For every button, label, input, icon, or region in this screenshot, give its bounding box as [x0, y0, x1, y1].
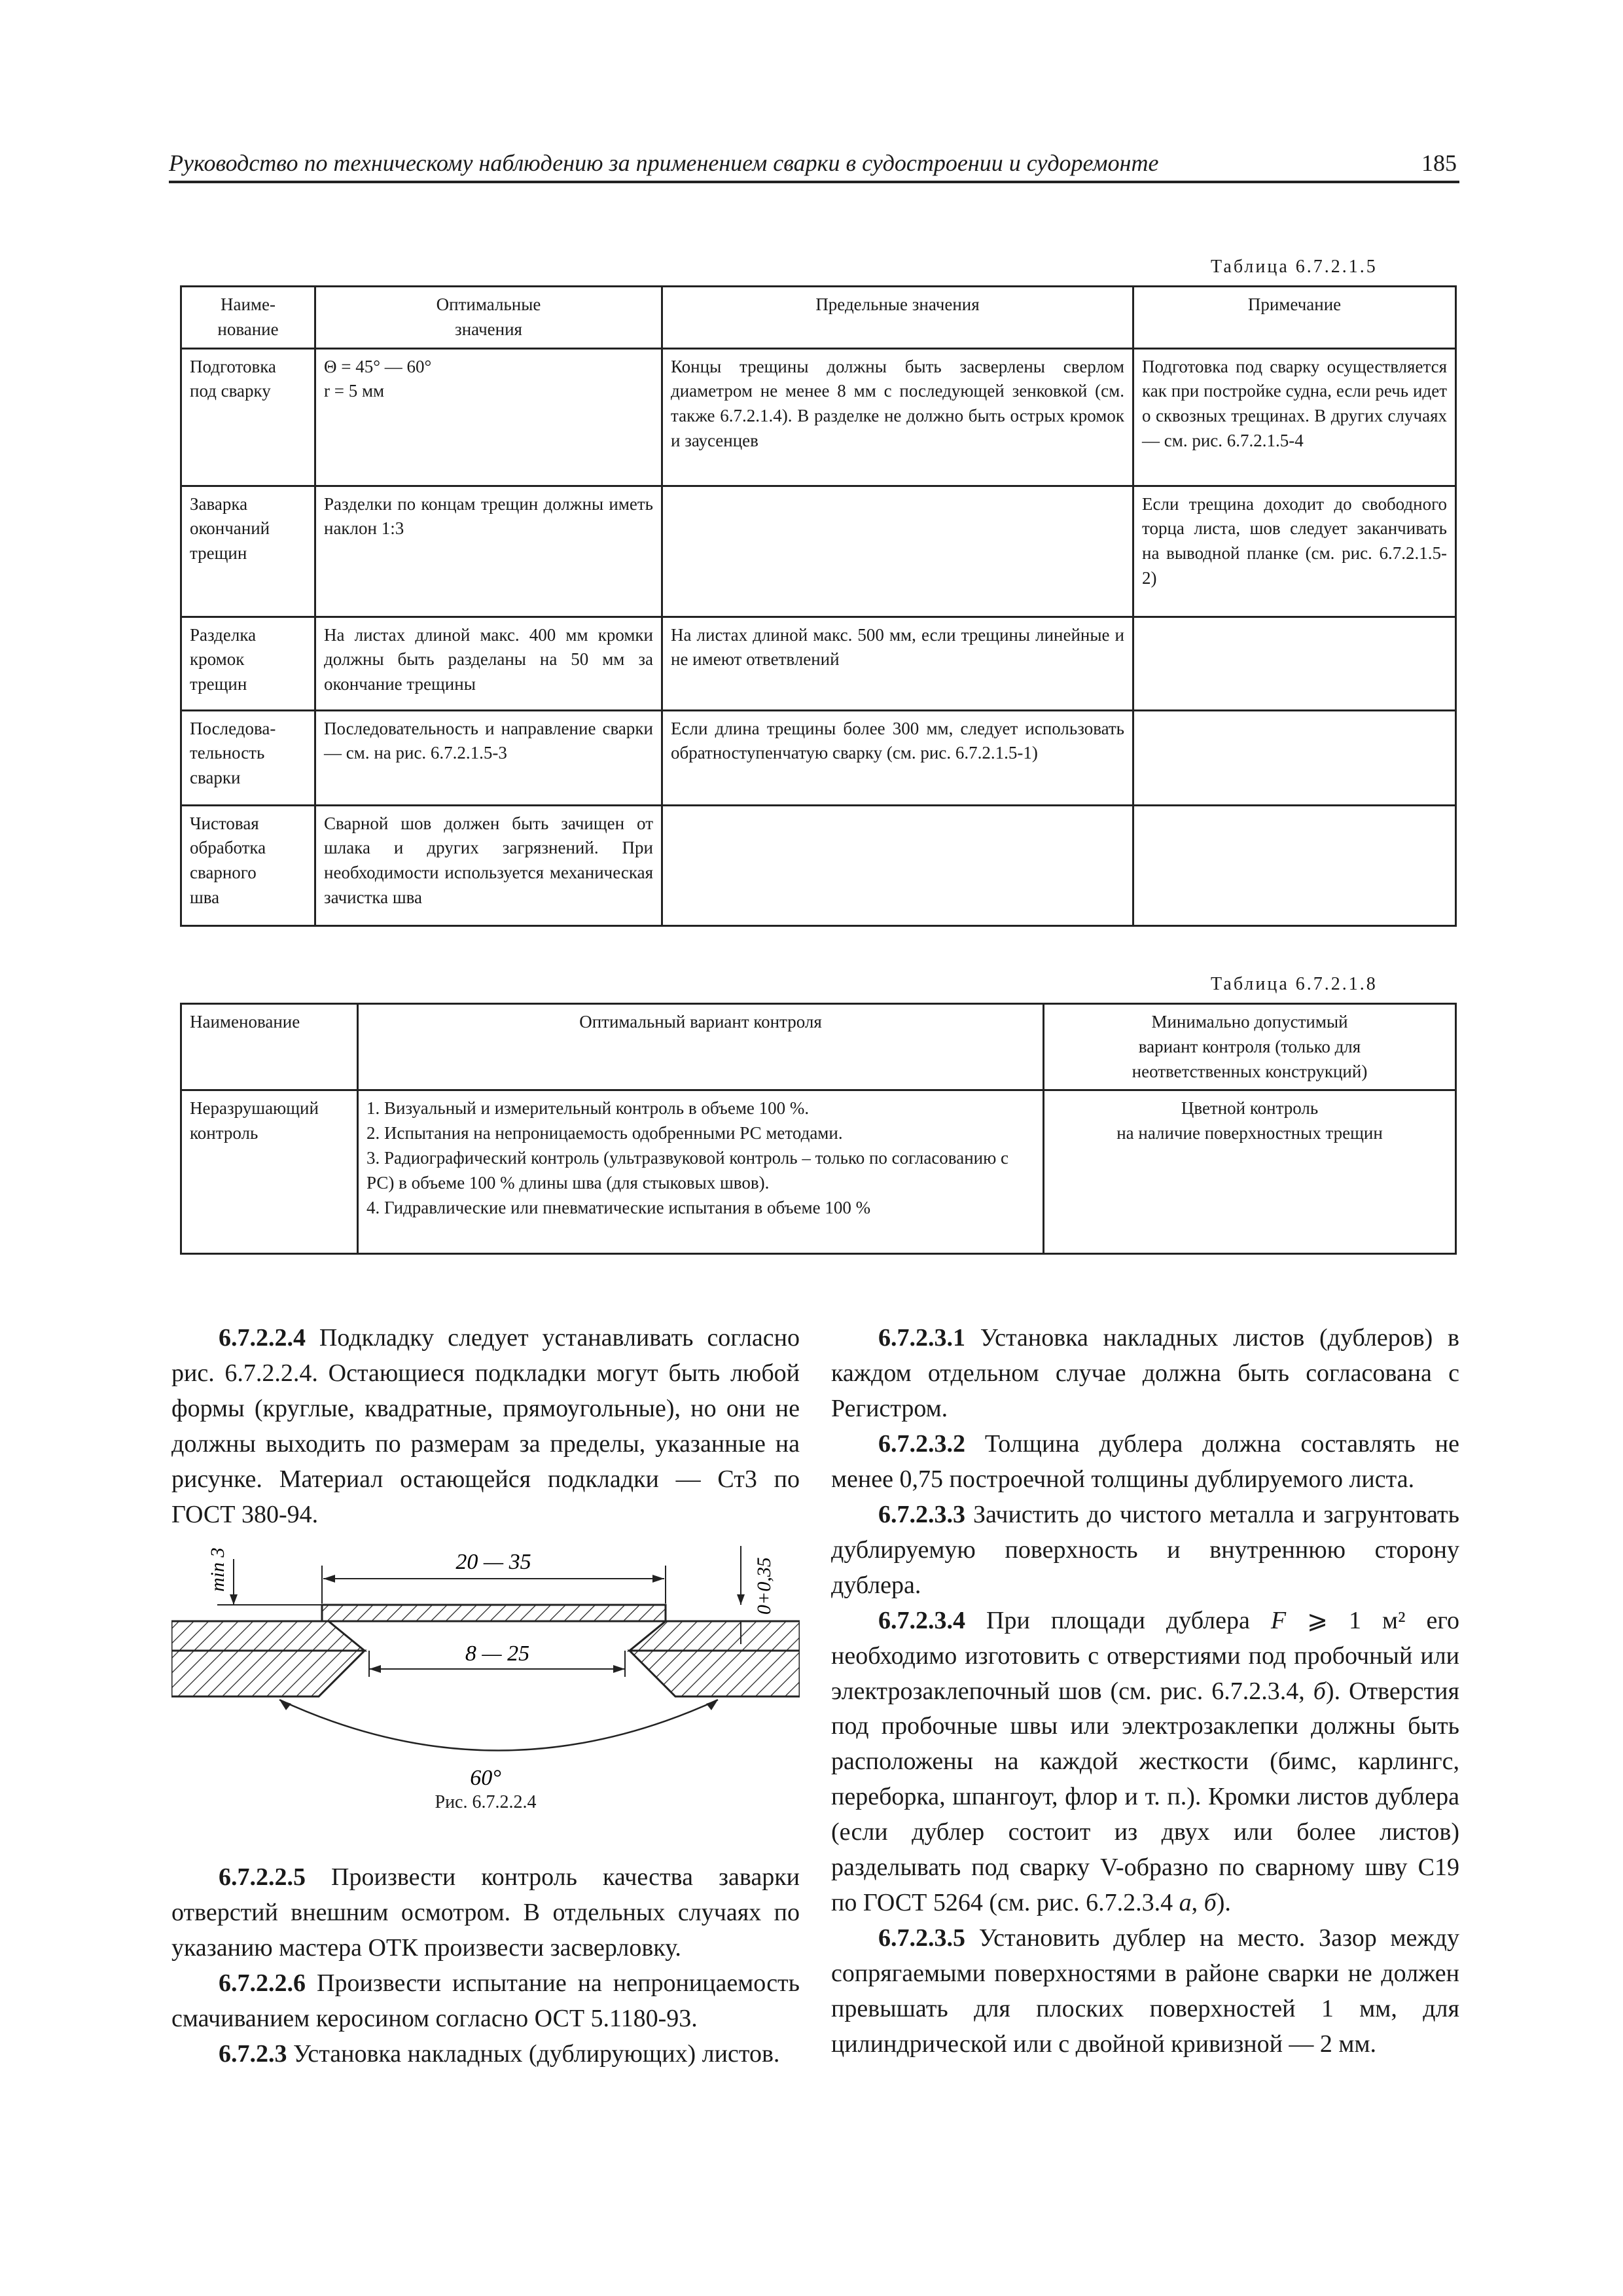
table1-header-cell: Оптимальные значения [315, 287, 662, 349]
clause-number: 6.7.2.2.6 [219, 1969, 306, 1997]
table1-header-cell: Примечание [1133, 287, 1456, 349]
table-cell: Чистовая обработка сварного шва [181, 805, 315, 925]
table2-header-row [181, 1004, 1456, 1090]
variable-f: F [1270, 1606, 1287, 1634]
clause-number: 6.7.2.3 [219, 2039, 287, 2068]
table-cell: Θ = 45° — 60° r = 5 мм [315, 348, 662, 486]
clause-number: 6.7.2.3.3 [878, 1500, 965, 1528]
table1-header-row [181, 287, 1456, 349]
clause-number: 6.7.2.3.5 [878, 1924, 965, 1952]
dim-bottom-label: 8 — 25 [465, 1641, 530, 1666]
separator: , [1191, 1889, 1204, 1917]
table2-header-cell: Наименование [181, 1004, 358, 1090]
table-cell: Разделки по концам трещин должны иметь наклон 1:3 [315, 486, 662, 617]
table-cell: Подготовка под сварку осуществляется как при постройке судна, если речь идет о сквозных трещинах. В других случаях — см. рис. 6.7.2.1.5-4 [1133, 348, 1456, 486]
paragraph-6-7-2-3 [171, 2037, 800, 2072]
table-6-7-2-1-8 [180, 1003, 1457, 1255]
table2-header-cell: Минимально допустимый вариант контроля (только для неответственных конструкций) [1044, 1004, 1456, 1090]
paragraph-text: ). Отверстия под пробочные швы или электрозаклепки должны быть расположены на каждой жесткости (бимс, карлингс, переборка, шпангоут, флор и т. п.). Кромки листов дублера (если дублер состоит из двух или более листов) разделывать под сварку V-образно по сварному шву С19 по ГОСТ 5264 (см. рис. 6.7.2.3.4 [831, 1677, 1459, 1917]
angle-label: 60° [470, 1766, 501, 1790]
paragraph-6-7-2-2-4 [171, 1321, 800, 1533]
table-row [181, 617, 1456, 710]
table1-header-cell: Предельные значения [662, 287, 1133, 349]
paragraph-6-7-2-3-3 [831, 1498, 1459, 1604]
table-cell [662, 805, 1133, 925]
header-title: Руководство по техническому наблюдению за применением сварки в судостроении и судоремонте [169, 150, 1159, 176]
paragraph-text: Установить дублер на место. Зазор между сопрягаемыми поверхностями в районе сварки не должен превышать для плоских поверхностей 1 мм, для цилиндрической или с двойной кривизной — 2 мм. [831, 1924, 1459, 2058]
table-row [181, 348, 1456, 486]
clause-number: 6.7.2.3.4 [878, 1606, 965, 1634]
paragraph-text: ). [1216, 1889, 1231, 1917]
left-plate [171, 1621, 365, 1651]
table1-header-cell: Наиме- нование [181, 287, 315, 349]
table-row [181, 1090, 1456, 1254]
paragraph-text: Установка накладных листов (дублеров) в каждом отдельном случае должна быть согласована с Регистром. [831, 1324, 1459, 1422]
figure-ref-b: б [1204, 1889, 1217, 1917]
paragraph-text: При площади дублера [965, 1606, 1271, 1634]
left-column-top [171, 1321, 800, 1533]
table-cell: Последовательность и направление сварки — см. на рис. 6.7.2.1.5-3 [315, 710, 662, 805]
paragraph-text: Зачистить до чистого металла и загрунтовать дублируемую поверхность и внутреннюю сторону дублера. [831, 1500, 1459, 1599]
figure-ref-b: б [1313, 1677, 1326, 1705]
table-cell [1133, 617, 1456, 710]
table-cell: 1. Визуальный и измерительный контроль в объеме 100 %. 2. Испытания на непроницаемость одобренными РС методами. 3. Радиографический контроль (ультразвуковой контроль – только по согласованию с РС) в объеме 100 % длины шва (для стыковых швов). 4. Гидравлические или пневматические испытания в объеме 100 % [358, 1090, 1044, 1254]
backing-strip [322, 1605, 666, 1621]
paragraph-text: Произвести контроль качества заварки отверстий внешним осмотром. В отдельных случаях по указанию мастера ОТК произвести засверловку. [171, 1863, 800, 1962]
dim-right-label: 0+0,35 [753, 1557, 775, 1615]
paragraph-6-7-2-3-2 [831, 1427, 1459, 1498]
table-cell: Если трещина доходит до свободного торца листа, шов следует заканчивать на выводной планке (см. рис. 6.7.2.1.5-2) [1133, 486, 1456, 617]
right-plate [630, 1621, 800, 1651]
table-cell: Концы трещины должны быть засверлены сверлом диаметром не менее 8 мм с последующей зенковкой (см. также 6.7.2.1.4). В разделке не должно быть острых кромок и заусенцев [662, 348, 1133, 486]
table-cell [1133, 710, 1456, 805]
clause-number: 6.7.2.2.5 [219, 1863, 306, 1891]
clause-number: 6.7.2.2.4 [219, 1324, 306, 1352]
paragraph-text: Произвести испытание на непроницаемость смачиванием керосином согласно ОСТ 5.1180-93. [171, 1969, 800, 2032]
paragraph-6-7-2-3-4 [831, 1604, 1459, 1922]
clause-number: 6.7.2.3.2 [878, 1429, 965, 1458]
table2-caption: Таблица 6.7.2.1.8 [1211, 974, 1378, 994]
paragraph-6-7-2-2-5 [171, 1860, 800, 1966]
table-row [181, 710, 1456, 805]
table-cell: Цветной контроль на наличие поверхностных трещин [1044, 1090, 1456, 1254]
backing-strip-figure [171, 1539, 800, 1801]
paragraph-text: ⩾ 1 м² его необходимо изготовить с отверстиями под пробочный или электрозаклепочный шов (см. рис. 6.7.2.3.4, [831, 1606, 1459, 1705]
table-cell: Последова- тельность сварки [181, 710, 315, 805]
figure-caption: Рис. 6.7.2.2.4 [435, 1792, 537, 1812]
table-cell: Разделка кромок трещин [181, 617, 315, 710]
table-cell: Неразрушающий контроль [181, 1090, 358, 1254]
dim-top-label: 20 — 35 [455, 1550, 531, 1574]
table1-caption: Таблица 6.7.2.1.5 [1211, 257, 1378, 277]
figure-ref-a: а [1179, 1889, 1192, 1917]
table-cell: На листах длиной макс. 500 мм, если трещины линейные и не имеют ответвлений [662, 617, 1133, 710]
table-cell: Заварка окончаний трещин [181, 486, 315, 617]
table-cell: Если длина трещины более 300 мм, следует использовать обратноступенчатую сварку (см. рис. 6.7.2.1.5-1) [662, 710, 1133, 805]
dim-left-label: min 3 [207, 1547, 228, 1592]
table-cell: Сварной шов должен быть зачищен от шлака и других загрязнений. При необходимости используется механическая зачистка шва [315, 805, 662, 925]
page-number: 185 [1421, 150, 1457, 176]
paragraph-text: Установка накладных (дублирующих) листов. [287, 2039, 780, 2068]
angle-arc [279, 1700, 718, 1751]
paragraph-text: Подкладку следует устанавливать согласно рис. 6.7.2.2.4. Остающиеся подкладки могут быть любой формы (круглые, квадратные, прямоугольные), но они не должны выходить по размерам за пределы, указанные на рисунке. Материал остающейся подкладки — Ст3 по ГОСТ 380-94. [171, 1324, 800, 1528]
paragraph-6-7-2-3-1 [831, 1321, 1459, 1427]
clause-number: 6.7.2.3.1 [878, 1324, 965, 1352]
table-cell: Подготовка под сварку [181, 348, 315, 486]
table-cell [1133, 805, 1456, 925]
paragraph-text: Толщина дублера должна составлять не менее 0,75 построечной толщины дублируемого листа. [831, 1429, 1459, 1493]
left-column-bottom [171, 1860, 800, 2072]
paragraph-6-7-2-3-5 [831, 1921, 1459, 2062]
running-header [169, 143, 1459, 183]
table2-header-cell: Оптимальный вариант контроля [358, 1004, 1044, 1090]
table-row [181, 486, 1456, 617]
right-column [831, 1321, 1459, 2062]
table-6-7-2-1-5 [180, 285, 1457, 927]
paragraph-6-7-2-2-6 [171, 1966, 800, 2037]
table-cell [662, 486, 1133, 617]
table-row [181, 805, 1456, 925]
table-cell: На листах длиной макс. 400 мм кромки должны быть разделаны на 50 мм за окончание трещины [315, 617, 662, 710]
